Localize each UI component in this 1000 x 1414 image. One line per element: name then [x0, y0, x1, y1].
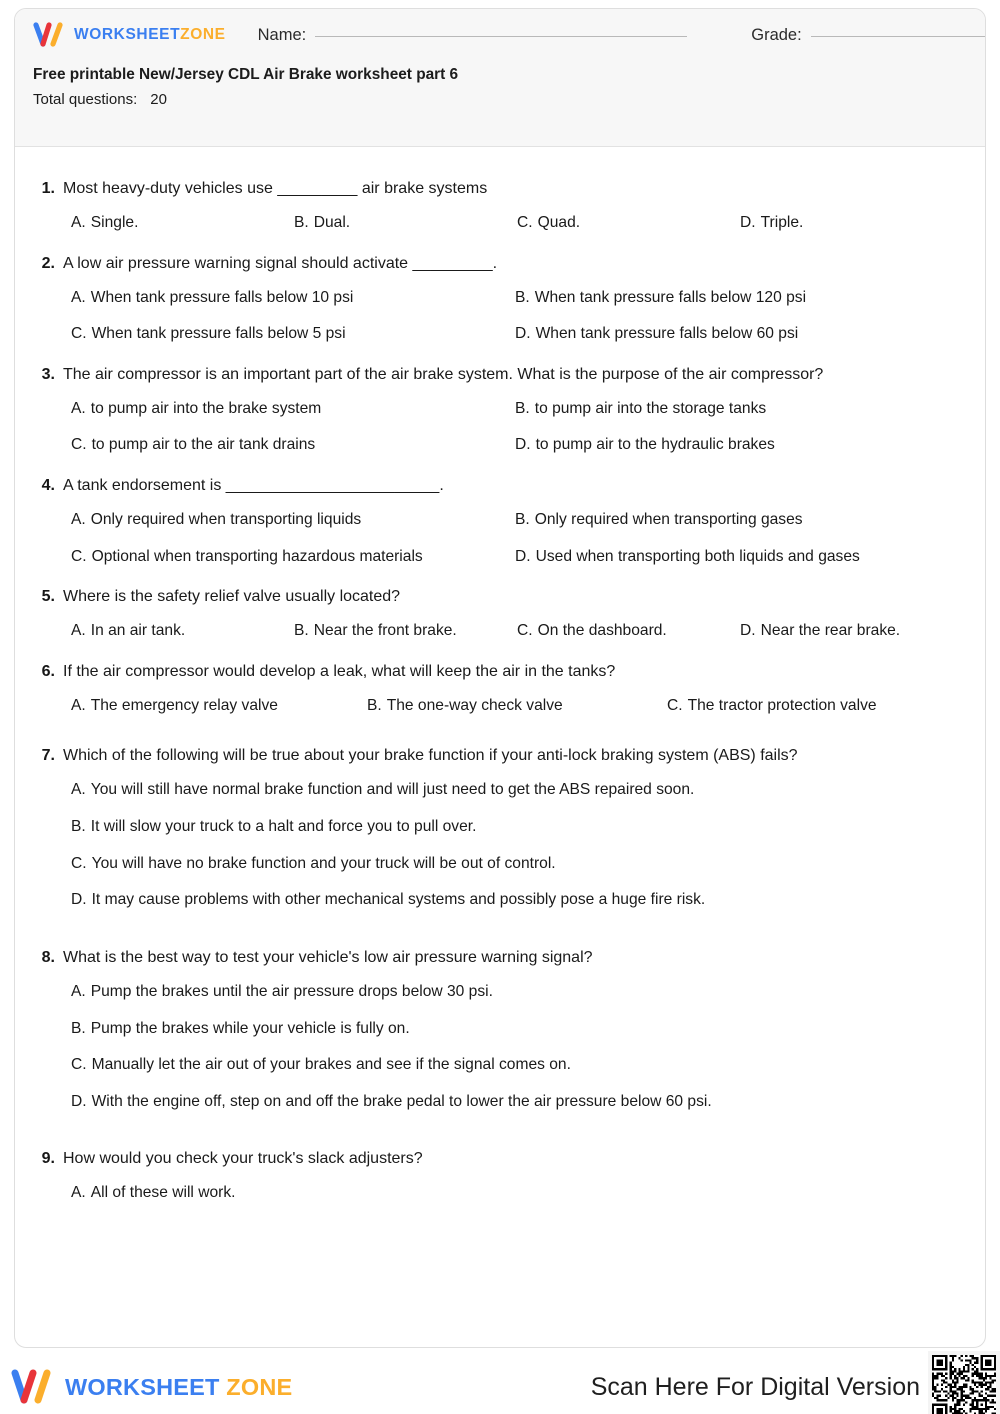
option-text: When tank pressure falls below 120 psi	[534, 288, 807, 306]
answer-option[interactable]	[294, 212, 517, 235]
question-header	[37, 177, 963, 201]
question-number: 6.	[41, 662, 55, 680]
answer-option[interactable]	[71, 1018, 963, 1041]
scan-instruction-text: Scan Here For Digital Version	[590, 1372, 920, 1401]
worksheet-header	[15, 9, 985, 147]
name-label: Name:	[257, 25, 307, 44]
answer-options	[37, 212, 963, 235]
question-number: 7.	[41, 747, 55, 765]
total-questions-row	[33, 88, 967, 112]
answer-option[interactable]	[71, 889, 963, 912]
question-number: 8.	[41, 948, 55, 966]
question-number: 1.	[41, 180, 55, 197]
question-item	[37, 1147, 963, 1205]
option-letter: C.	[667, 696, 683, 714]
question-item	[37, 177, 963, 235]
answer-option[interactable]	[517, 620, 740, 643]
question-text: Most heavy-duty vehicles use _________ air brake systems	[63, 180, 488, 197]
question-text: A tank endorsement is ________________________.	[63, 477, 444, 495]
option-text: Single.	[90, 214, 139, 231]
answer-options	[37, 981, 963, 1113]
question-header	[37, 363, 963, 387]
option-text: to pump air to the hydraulic brakes	[535, 436, 775, 454]
question-number: 4.	[41, 477, 55, 495]
answer-option[interactable]	[294, 620, 517, 643]
option-letter: B.	[71, 818, 86, 836]
answer-options	[37, 287, 963, 346]
answer-option[interactable]	[71, 212, 294, 235]
brand-word-primary: WORKSHEET	[74, 26, 181, 43]
option-letter: C.	[71, 547, 87, 565]
brand-word-secondary: ZONE	[180, 26, 226, 43]
option-text: Quad.	[537, 214, 581, 231]
question-header	[37, 744, 963, 768]
option-letter: B.	[515, 399, 530, 417]
footer-wordmark	[65, 1374, 292, 1401]
question-header	[37, 660, 963, 684]
answer-option[interactable]	[71, 981, 963, 1004]
question-item	[37, 585, 963, 643]
answer-options	[37, 620, 963, 643]
question-text: Which of the following will be true about your brake function if your anti-lock braking system (ABS) fails?	[63, 747, 798, 765]
worksheet-sheet	[14, 8, 986, 1348]
worksheet-title: Free printable New/Jersey CDL Air Brake worksheet part 6	[33, 66, 459, 83]
option-text: All of these will work.	[90, 1184, 236, 1202]
question-text: What is the best way to test your vehicle's low air pressure warning signal?	[63, 948, 593, 966]
answer-option[interactable]	[71, 398, 515, 421]
option-text: Only required when transporting liquids	[90, 511, 362, 529]
option-letter: A.	[71, 982, 86, 1000]
worksheetzone-logo-icon	[10, 1369, 56, 1405]
option-text: Pump the brakes while your vehicle is fully on.	[90, 1019, 410, 1037]
option-letter: A.	[71, 622, 86, 640]
question-item	[37, 744, 963, 911]
question-text: Where is the safety relief valve usually located?	[63, 588, 401, 606]
question-number: 2.	[41, 254, 55, 272]
title-block	[15, 61, 985, 112]
answer-option[interactable]	[71, 1091, 963, 1114]
answer-option[interactable]	[515, 287, 963, 310]
option-letter: B.	[367, 696, 382, 714]
question-item	[37, 660, 963, 718]
answer-option[interactable]	[515, 434, 963, 457]
question-header	[37, 1147, 963, 1171]
question-number: 3.	[41, 365, 55, 383]
question-text: The air compressor is an important part of the air brake system. What is the purpose of the air compressor?	[63, 365, 824, 383]
answer-option[interactable]	[71, 509, 515, 532]
option-text: Pump the brakes until the air pressure drops below 30 psi.	[90, 982, 493, 1000]
answer-option[interactable]	[367, 695, 667, 718]
footer-word-primary: WORKSHEET	[65, 1373, 220, 1400]
total-questions-count: 20	[150, 90, 167, 108]
option-letter: D.	[740, 622, 756, 640]
option-letter: A.	[71, 399, 86, 417]
option-text: Triple.	[760, 214, 804, 231]
option-text: When tank pressure falls below 10 psi	[90, 288, 354, 306]
option-letter: B.	[294, 622, 309, 640]
option-letter: D.	[71, 1092, 87, 1110]
question-text: If the air compressor would develop a leak, what will keep the air in the tanks?	[63, 662, 616, 680]
option-text: Only required when transporting gases	[534, 511, 803, 529]
answer-option[interactable]	[515, 546, 963, 569]
option-text: Near the rear brake.	[760, 622, 901, 640]
option-text: Used when transporting both liquids and gases	[535, 547, 860, 565]
footer-brand	[10, 1369, 292, 1405]
grade-field[interactable]	[751, 26, 986, 45]
option-text: On the dashboard.	[537, 622, 667, 640]
answer-options	[37, 695, 963, 718]
page-footer	[0, 1360, 1000, 1414]
option-letter: B.	[71, 1019, 86, 1037]
option-letter: A.	[71, 214, 86, 231]
question-item	[37, 474, 963, 568]
worksheetzone-logo-icon	[33, 22, 67, 48]
footer-scan-area	[591, 1351, 1000, 1414]
answer-option[interactable]	[71, 620, 294, 643]
answer-option[interactable]	[740, 620, 963, 643]
question-header	[37, 946, 963, 970]
answer-option[interactable]	[71, 434, 515, 457]
option-text: The one-way check valve	[386, 696, 563, 714]
option-text: In an air tank.	[90, 622, 186, 640]
brand-wordmark	[74, 26, 226, 44]
option-letter: D.	[71, 891, 87, 909]
option-letter: C.	[71, 436, 87, 454]
answer-options	[37, 398, 963, 457]
answer-option[interactable]	[71, 779, 963, 802]
option-letter: C.	[71, 1056, 87, 1074]
option-text: It may cause problems with other mechanical systems and possibly pose a huge fire risk.	[91, 891, 706, 909]
answer-option[interactable]	[71, 695, 367, 718]
option-letter: B.	[294, 214, 309, 231]
option-letter: A.	[71, 781, 86, 799]
answer-option[interactable]	[517, 212, 740, 235]
option-letter: D.	[740, 214, 756, 231]
question-item	[37, 252, 963, 346]
option-text: With the engine off, step on and off the brake pedal to lower the air pressure below 60 psi.	[91, 1092, 712, 1110]
option-text: The tractor protection valve	[687, 696, 877, 714]
answer-option[interactable]	[515, 323, 963, 346]
option-text: Optional when transporting hazardous materials	[91, 547, 423, 565]
option-letter: A.	[71, 696, 86, 714]
answer-option[interactable]	[667, 695, 963, 718]
question-header	[37, 252, 963, 276]
answer-options	[37, 1182, 963, 1205]
option-letter: A.	[71, 288, 86, 306]
answer-option[interactable]	[71, 1054, 963, 1077]
question-text: How would you check your truck's slack adjusters?	[63, 1150, 423, 1168]
answer-option[interactable]	[71, 287, 515, 310]
question-header	[37, 585, 963, 609]
question-number: 5.	[41, 588, 55, 606]
question-header	[37, 474, 963, 498]
option-letter: A.	[71, 1184, 86, 1202]
question-number: 9.	[41, 1150, 55, 1168]
answer-option[interactable]	[740, 212, 963, 235]
option-text: Near the front brake.	[313, 622, 457, 640]
answer-option[interactable]	[71, 546, 515, 569]
option-text: It will slow your truck to a halt and force you to pull over.	[90, 818, 477, 836]
answer-option[interactable]	[515, 509, 963, 532]
option-text: to pump air into the storage tanks	[534, 399, 767, 417]
answer-options	[37, 509, 963, 568]
question-item	[37, 363, 963, 457]
option-text: Dual.	[313, 214, 351, 231]
option-text: to pump air into the brake system	[90, 399, 322, 417]
option-letter: C.	[71, 325, 87, 343]
option-text: When tank pressure falls below 60 psi	[535, 325, 799, 343]
option-text: When tank pressure falls below 5 psi	[91, 325, 346, 343]
option-text: You will have no brake function and your truck will be out of control.	[91, 854, 556, 872]
option-text: You will still have normal brake function and will just need to get the ABS repaired soon.	[90, 781, 695, 799]
name-field[interactable]	[258, 26, 688, 45]
grade-label: Grade:	[751, 25, 802, 44]
option-letter: B.	[515, 511, 530, 529]
questions-list	[15, 147, 985, 1205]
footer-word-secondary: ZONE	[226, 1373, 293, 1400]
question-text: A low air pressure warning signal should activate _________.	[63, 254, 498, 272]
option-letter: C.	[71, 854, 87, 872]
option-text: Manually let the air out of your brakes and see if the signal comes on.	[91, 1056, 571, 1074]
answer-option[interactable]	[515, 398, 963, 421]
option-letter: A.	[71, 511, 86, 529]
answer-option[interactable]	[71, 816, 963, 839]
option-letter: C.	[517, 214, 533, 231]
grade-input-line[interactable]	[811, 36, 986, 37]
identity-row	[15, 9, 985, 61]
option-letter: D.	[515, 436, 531, 454]
option-letter: D.	[515, 325, 531, 343]
option-letter: B.	[515, 288, 530, 306]
name-input-line[interactable]	[315, 36, 687, 37]
answer-option[interactable]	[71, 1182, 963, 1205]
question-item	[37, 946, 963, 1113]
option-letter: C.	[517, 622, 533, 640]
total-questions-label: Total questions:	[33, 90, 138, 108]
option-letter: D.	[515, 547, 531, 565]
option-text: to pump air to the air tank drains	[91, 436, 316, 454]
answer-option[interactable]	[71, 323, 515, 346]
answer-option[interactable]	[71, 853, 963, 876]
option-text: The emergency relay valve	[90, 696, 278, 714]
answer-options	[37, 779, 963, 911]
qr-code-icon[interactable]	[928, 1351, 1000, 1414]
